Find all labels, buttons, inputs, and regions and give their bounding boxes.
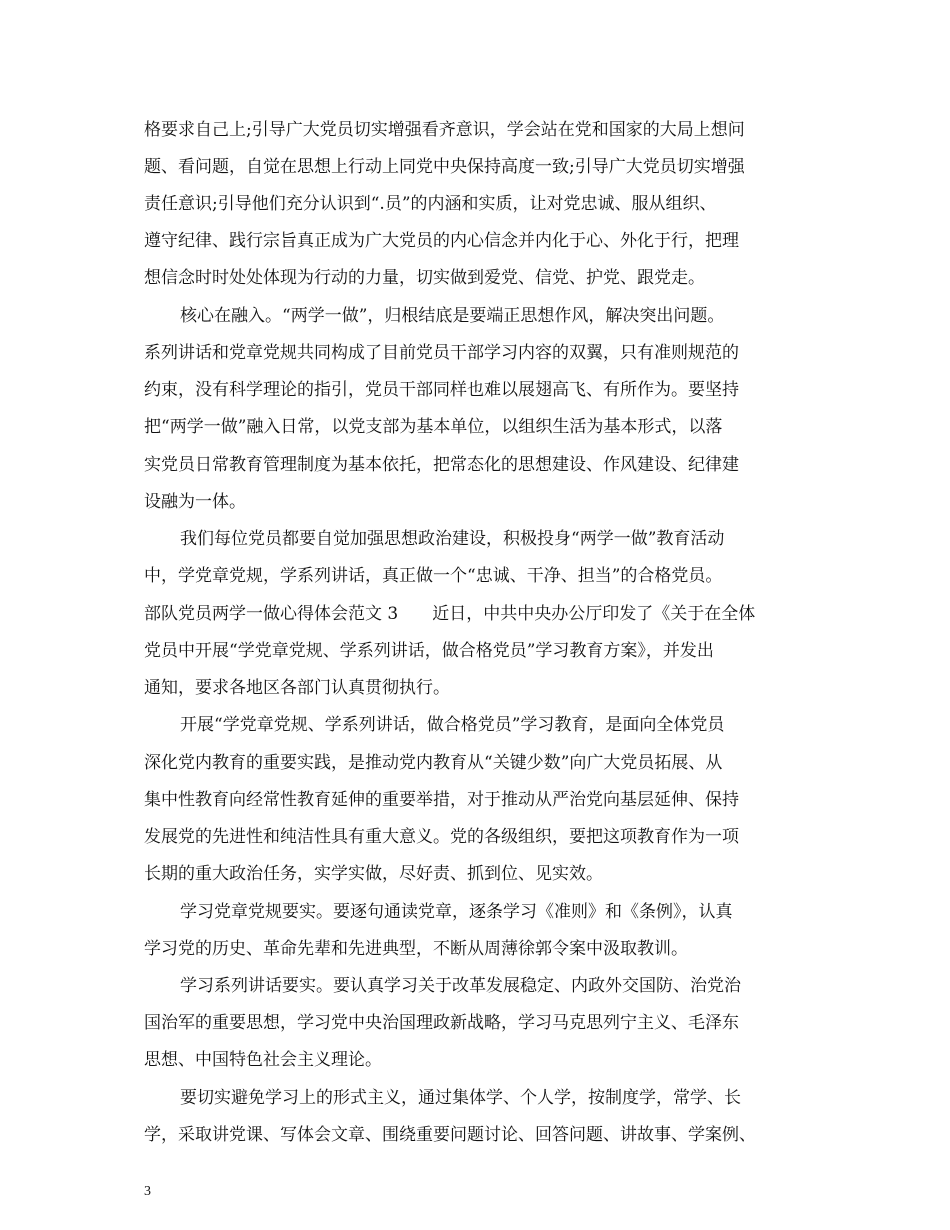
text-line: 党员中开展“学党章党规、学系列讲话，做合格党员”学习教育方案》，并发出 [144,641,714,661]
text-line: 集中性教育向经常性教育延伸的重要举措，对于推动从严治党向基层延伸、保持 [144,790,739,810]
text-line: 国治军的重要思想，学习党中央治国理政新战略，学习马克思列宁主义、毛泽东 [144,1013,739,1033]
text-line: 想信念时时处处体现为行动的力量，切实做到爱党、信党、护党、跟党走。 [144,268,705,288]
paragraph-start-line: 学习系列讲话要实。要认真学习关于改革发展稳定、内政外交国防、治党治 [180,976,741,996]
text-line: 系列讲话和党章党规共同构成了目前党员干部学习内容的双翼，只有准则规范的 [144,343,739,363]
text-line: 格要求自己上;引导广大党员切实增强看齐意识，学会站在党和国家的大局上想问 [144,120,745,140]
text-line: 设融为一体。 [144,492,246,512]
paragraph-start-line: 我们每位党员都要自觉加强思想政治建设，积极投身“两学一做”教育活动 [180,529,725,549]
text-line: 长期的重大政治任务，实学实做，尽好责、抓到位、见实效。 [144,864,603,884]
text-line: 题、看问题，自觉在思想上行动上同党中央保持高度一致;引导广大党员切实增强 [144,157,745,177]
text-line: 实党员日常教育管理制度为基本依托，把常态化的思想建设、作风建设、纪律建 [144,455,739,475]
text-line: 思想、中国特色社会主义理论。 [144,1050,382,1070]
text-line: 约束，没有科学理论的指引，党员干部同样也难以展翅高飞、有所作为。要坚持 [144,380,739,400]
text-line: 遵守纪律、践行宗旨真正成为广大党员的内心信念并内化于心、外化于行，把理 [144,231,739,251]
paragraph-start-line: 要切实避免学习上的形式主义，通过集体学、个人学，按制度学，常学、长 [180,1088,741,1108]
paragraph-start-line: 核心在融入。“两学一做”，归根结底是要端正思想作风，解决突出问题。 [180,306,725,326]
text-line: 学，采取讲党课、写体会文章、围绕重要问题讨论、回答问题、讲故事、学案例、 [144,1125,756,1145]
page-number: 3 [144,1184,151,1199]
text-line: 学习党的历史、革命先辈和先进典型，不断从周薄徐郭令案中汲取教训。 [144,939,688,959]
section-heading-line: 部队党员两学一做心得体会范文 3 近日，中共中央办公厅印发了《关于在全体 [144,604,756,624]
paragraph-start-line: 开展“学党章党规、学系列讲话，做合格党员”学习教育，是面向全体党员 [180,715,725,735]
text-line: 发展党的先进性和纯洁性具有重大意义。党的各级组织，要把这项教育作为一项 [144,827,739,847]
text-line: 中，学党章党规，学系列讲话，真正做一个“忠诚、干净、担当”的合格党员。 [144,566,723,586]
text-line: 把“两学一做”融入日常，以党支部为基本单位，以组织生活为基本形式，以落 [144,417,723,437]
paragraph-start-line: 学习党章党规要实。要逐句通读党章，逐条学习《准则》和《条例》，认真 [180,902,733,922]
text-line: 深化党内教育的重要实践，是推动党内教育从“关键少数”向广大党员拓展、从 [144,753,723,773]
text-line: 责任意识;引导他们充分认识到“.员”的内涵和实质，让对党忠诚、服从组织、 [144,194,717,214]
text-line: 通知，要求各地区各部门认真贯彻执行。 [144,678,450,698]
